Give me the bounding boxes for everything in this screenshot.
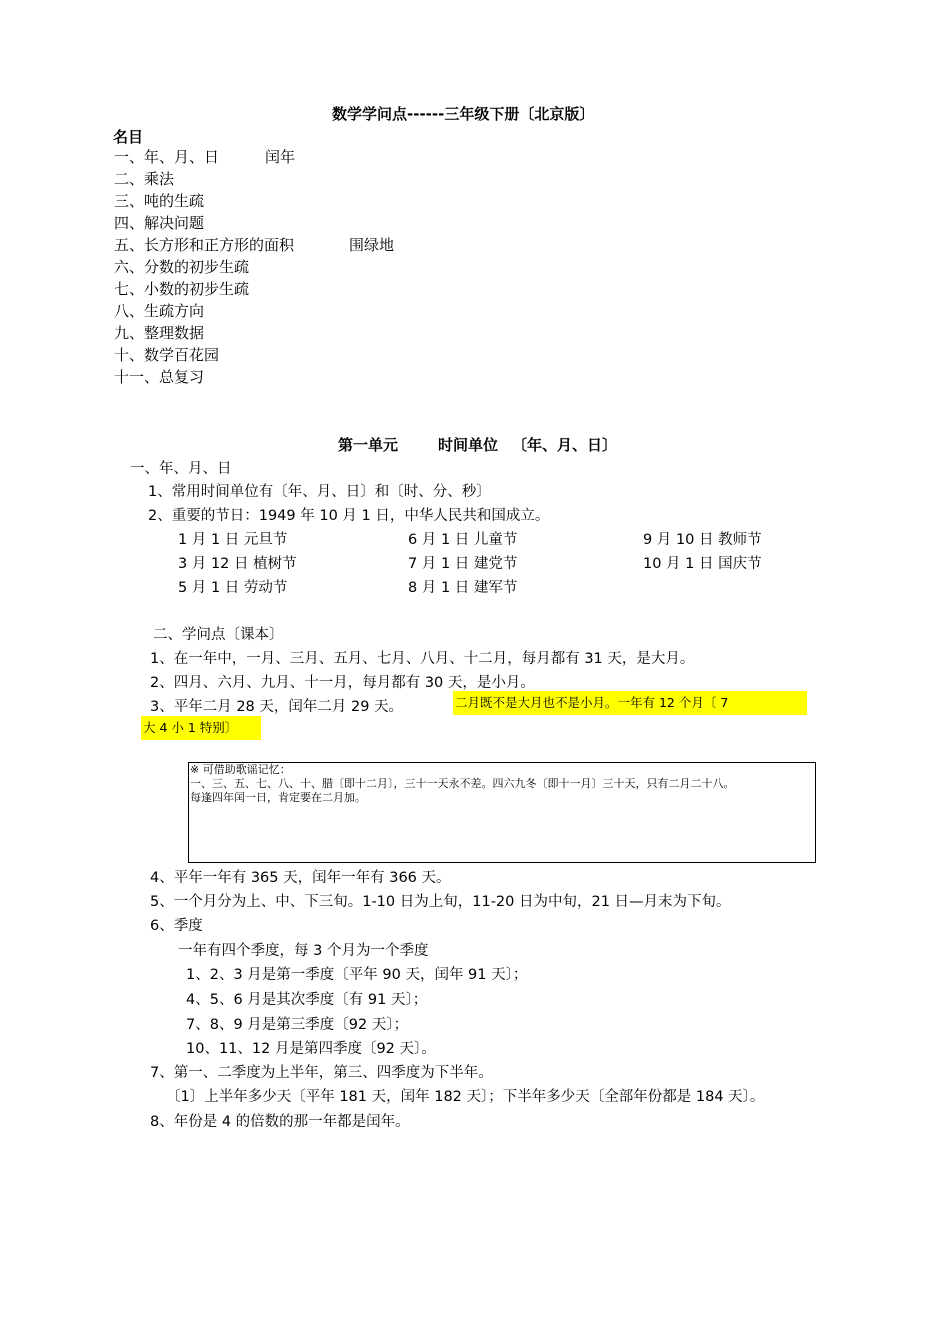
- highlight-note: 大 4 小 1 特别〕: [141, 716, 261, 740]
- toc-item: 二、乘法: [114, 170, 175, 188]
- unit-title-c: 〔年、月、日〕: [512, 436, 618, 454]
- toc-item: 九、整理数据: [114, 324, 205, 342]
- mnemonic-line: 一、三、五、七、八、十、腊〔即十二月〕，三十一天永不差。四六九冬〔即十一月〕三十天，只有二月二十八。: [190, 777, 735, 790]
- quarter-line: 1、2、3 月是第一季度〔平年 90 天，闰年 91 天〕；: [186, 967, 528, 983]
- toc-item: 十、数学百花园: [114, 346, 220, 364]
- toc-item-extra: 围绿地: [349, 236, 395, 254]
- toc-item: 七、小数的初步生疏: [114, 280, 250, 298]
- highlight-note: 二月既不是大月也不是小月。一年有 12 个月〔 7: [453, 691, 807, 715]
- paragraph: 2、重要的节日：1949 年 10 月 1 日，中华人民共和国成立。: [148, 508, 550, 524]
- holiday-cell: 6 月 1 日 儿童节: [408, 532, 518, 548]
- mnemonic-line: 每逢四年闰一日，肯定要在二月加。: [190, 791, 366, 804]
- toc-heading: 名目: [113, 128, 144, 146]
- toc-item-label: 一、年、月、日: [114, 148, 220, 166]
- quarter-line: 10、11、12 月是第四季度〔92 天〕。: [186, 1041, 436, 1057]
- paragraph: 1、在一年中，一月、三月、五月、七月、八月、十二月，每月都有 31 天，是大月。: [150, 651, 695, 667]
- paragraph: 7、第一、二季度为上半年，第三、四季度为下半年。: [150, 1065, 493, 1081]
- toc-item: 五、长方形和正方形的面积: [114, 236, 295, 254]
- holiday-cell: 10 月 1 日 国庆节: [643, 556, 762, 572]
- paragraph: 6、季度: [150, 918, 203, 934]
- unit-title-a: 第一单元: [338, 436, 399, 454]
- toc-item: [114, 146, 219, 168]
- document-title: 数学学问点------三年级下册〔北京版〕: [332, 105, 595, 123]
- holiday-cell: 3 月 12 日 植树节: [178, 556, 297, 572]
- paragraph: 3、平年二月 28 天，闰年二月 29 天。: [150, 699, 404, 715]
- paragraph: 1、常用时间单位有〔年、月、日〕和〔时、分、秒〕: [148, 484, 491, 500]
- paragraph: 5、一个月分为上、中、下三旬。1-10 日为上旬，11-20 日为中旬，21 日—月末为下旬。: [150, 894, 731, 910]
- mnemonic-line: ※ 可借助歌谣记忆：: [190, 763, 291, 776]
- toc-item-extra: 闰年: [265, 148, 296, 166]
- section-heading: 一、年、月、日: [130, 461, 232, 477]
- toc-item: 四、解决问题: [114, 214, 205, 232]
- paragraph: 2、四月、六月、九月、十一月，每月都有 30 天，是小月。: [150, 675, 535, 691]
- mnemonic-box: [188, 762, 816, 863]
- paragraph: 一年有四个季度，每 3 个月为一个季度: [178, 943, 429, 959]
- holiday-cell: 9 月 10 日 教师节: [643, 532, 762, 548]
- paragraph: 8、年份是 4 的倍数的那一年都是闰年。: [150, 1114, 410, 1130]
- paragraph: 〔1〕上半年多少天〔平年 181 天，闰年 182 天〕；下半年多少天〔全部年份都是 184 天〕。: [166, 1089, 765, 1105]
- toc-item: 三、吨的生疏: [114, 192, 205, 210]
- holiday-cell: 5 月 1 日 劳动节: [178, 580, 288, 596]
- toc-item: 八、生疏方向: [114, 302, 205, 320]
- unit-title-b: 时间单位: [438, 436, 499, 454]
- quarter-line: 4、5、6 月是其次季度〔有 91 天〕；: [186, 992, 428, 1008]
- section-heading: 二、学问点〔课本〕: [153, 627, 284, 643]
- holiday-cell: 8 月 1 日 建军节: [408, 580, 518, 596]
- holiday-cell: 1 月 1 日 元旦节: [178, 532, 288, 548]
- paragraph: 4、平年一年有 365 天，闰年一年有 366 天。: [150, 870, 451, 886]
- holiday-cell: 7 月 1 日 建党节: [408, 556, 518, 572]
- quarter-line: 7、8、9 月是第三季度〔92 天〕；: [186, 1017, 409, 1033]
- toc-item: 六、分数的初步生疏: [114, 258, 250, 276]
- toc-item: 十一、总复习: [114, 368, 205, 386]
